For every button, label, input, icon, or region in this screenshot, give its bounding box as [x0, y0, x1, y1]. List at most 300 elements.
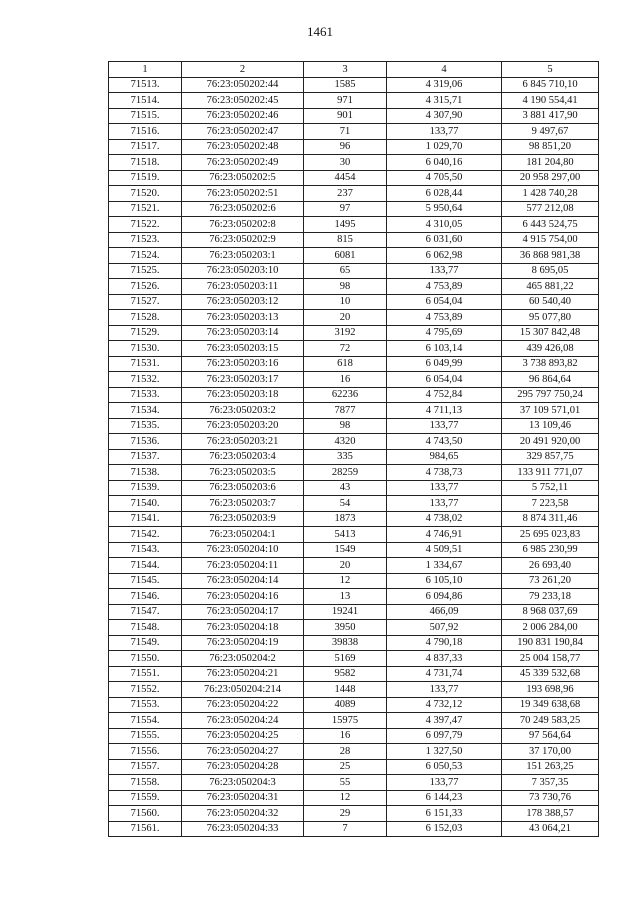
- table-row: [109, 279, 599, 295]
- table-cell: 237: [304, 186, 387, 202]
- table-cell: 5169: [304, 651, 387, 667]
- column-header: 3: [304, 62, 387, 78]
- table-cell: 71536.: [109, 434, 182, 450]
- table-cell: 20: [304, 310, 387, 326]
- table-cell: 4 746,91: [387, 527, 502, 543]
- table-cell: 36 868 981,38: [502, 248, 599, 264]
- table-cell: 43: [304, 480, 387, 496]
- table-cell: 71546.: [109, 589, 182, 605]
- table-cell: 71515.: [109, 108, 182, 124]
- table-cell: 71513.: [109, 77, 182, 93]
- table-cell: 9 497,67: [502, 124, 599, 140]
- table-cell: 71523.: [109, 232, 182, 248]
- table-row: [109, 542, 599, 558]
- table-cell: 4 509,51: [387, 542, 502, 558]
- header-row: [109, 62, 599, 78]
- table-cell: 133 911 771,07: [502, 465, 599, 481]
- table-row: [109, 434, 599, 450]
- table-cell: 5 752,11: [502, 480, 599, 496]
- table-row: [109, 682, 599, 698]
- table-cell: 71529.: [109, 325, 182, 341]
- table-cell: 6 105,10: [387, 573, 502, 589]
- table-cell: 71: [304, 124, 387, 140]
- page-number: 1461: [307, 24, 333, 39]
- table-cell: 133,77: [387, 263, 502, 279]
- table-cell: 9582: [304, 666, 387, 682]
- table-cell: 19241: [304, 604, 387, 620]
- table-cell: 98: [304, 418, 387, 434]
- table-cell: 76:23:050203:5: [182, 465, 304, 481]
- table-row: [109, 124, 599, 140]
- table-cell: 71542.: [109, 527, 182, 543]
- table-cell: 4 711,13: [387, 403, 502, 419]
- table-cell: 73 261,20: [502, 573, 599, 589]
- table-cell: 3950: [304, 620, 387, 636]
- table-cell: 71538.: [109, 465, 182, 481]
- table-cell: 71554.: [109, 713, 182, 729]
- table-cell: 76:23:050203:16: [182, 356, 304, 372]
- table-cell: 71547.: [109, 604, 182, 620]
- table-cell: 76:23:050202:48: [182, 139, 304, 155]
- table-row: [109, 496, 599, 512]
- table-row: [109, 418, 599, 434]
- table-cell: 4 310,05: [387, 217, 502, 233]
- table-cell: 7 223,58: [502, 496, 599, 512]
- table-cell: 71516.: [109, 124, 182, 140]
- table-cell: 76:23:050203:21: [182, 434, 304, 450]
- table-cell: 6 144,23: [387, 790, 502, 806]
- table-row: [109, 108, 599, 124]
- table-cell: 76:23:050202:5: [182, 170, 304, 186]
- table-cell: 133,77: [387, 480, 502, 496]
- table-cell: 6 097,79: [387, 728, 502, 744]
- table-cell: 76:23:050202:47: [182, 124, 304, 140]
- table-cell: 71553.: [109, 697, 182, 713]
- table-cell: 71535.: [109, 418, 182, 434]
- table-cell: 133,77: [387, 124, 502, 140]
- table-cell: 6 054,04: [387, 294, 502, 310]
- table-cell: 4 738,02: [387, 511, 502, 527]
- table-cell: 6 049,99: [387, 356, 502, 372]
- table-cell: 13: [304, 589, 387, 605]
- table-cell: 76:23:050202:45: [182, 93, 304, 109]
- table-cell: 1873: [304, 511, 387, 527]
- table-cell: 6 985 230,99: [502, 542, 599, 558]
- table-cell: 62236: [304, 387, 387, 403]
- table-cell: 71539.: [109, 480, 182, 496]
- table-cell: 76:23:050202:44: [182, 77, 304, 93]
- table-cell: 25: [304, 759, 387, 775]
- table-row: [109, 294, 599, 310]
- table-cell: 4 753,89: [387, 310, 502, 326]
- table-row: [109, 356, 599, 372]
- table-cell: 178 388,57: [502, 806, 599, 822]
- table-cell: 1 428 740,28: [502, 186, 599, 202]
- table-cell: 71533.: [109, 387, 182, 403]
- table-cell: 71549.: [109, 635, 182, 651]
- table-cell: 618: [304, 356, 387, 372]
- table-row: [109, 821, 599, 837]
- table-cell: 97: [304, 201, 387, 217]
- table-cell: 466,09: [387, 604, 502, 620]
- table-cell: 4 795,69: [387, 325, 502, 341]
- table-cell: 4320: [304, 434, 387, 450]
- table-cell: 4 743,50: [387, 434, 502, 450]
- table-cell: 71559.: [109, 790, 182, 806]
- table-cell: 4 307,90: [387, 108, 502, 124]
- table-cell: 76:23:050204:31: [182, 790, 304, 806]
- table-row: [109, 573, 599, 589]
- table-row: [109, 713, 599, 729]
- table-cell: 30: [304, 155, 387, 171]
- table-cell: 16: [304, 372, 387, 388]
- table-cell: 76:23:050203:13: [182, 310, 304, 326]
- table-cell: 2 006 284,00: [502, 620, 599, 636]
- table-cell: 971: [304, 93, 387, 109]
- table-cell: 45 339 532,68: [502, 666, 599, 682]
- table-cell: 71519.: [109, 170, 182, 186]
- table-cell: 1 327,50: [387, 744, 502, 760]
- table-cell: 181 204,80: [502, 155, 599, 171]
- table-cell: 6 845 710,10: [502, 77, 599, 93]
- table-cell: 190 831 190,84: [502, 635, 599, 651]
- table-cell: 73 730,76: [502, 790, 599, 806]
- table-cell: 65: [304, 263, 387, 279]
- table-cell: 98: [304, 279, 387, 295]
- table-row: [109, 806, 599, 822]
- table-row: [109, 77, 599, 93]
- table-cell: 76:23:050203:18: [182, 387, 304, 403]
- table-row: [109, 201, 599, 217]
- table-cell: 3 738 893,82: [502, 356, 599, 372]
- table-cell: 26 693,40: [502, 558, 599, 574]
- table-cell: 25 695 023,83: [502, 527, 599, 543]
- table-cell: 76:23:050203:2: [182, 403, 304, 419]
- table-cell: 25 004 158,77: [502, 651, 599, 667]
- table-row: [109, 372, 599, 388]
- table-cell: 71541.: [109, 511, 182, 527]
- table-cell: 76:23:050204:18: [182, 620, 304, 636]
- table-cell: 465 881,22: [502, 279, 599, 295]
- table-cell: 295 797 750,24: [502, 387, 599, 403]
- table-cell: 507,92: [387, 620, 502, 636]
- table-cell: 79 233,18: [502, 589, 599, 605]
- table-cell: 71537.: [109, 449, 182, 465]
- table-cell: 7: [304, 821, 387, 837]
- table-row: [109, 449, 599, 465]
- table-cell: 54: [304, 496, 387, 512]
- table-row: [109, 139, 599, 155]
- column-header: 1: [109, 62, 182, 78]
- table-cell: 76:23:050202:8: [182, 217, 304, 233]
- table-cell: 15975: [304, 713, 387, 729]
- table-cell: 71552.: [109, 682, 182, 698]
- table-cell: 8 874 311,46: [502, 511, 599, 527]
- table-cell: 70 249 583,25: [502, 713, 599, 729]
- table-cell: 815: [304, 232, 387, 248]
- table-cell: 4 190 554,41: [502, 93, 599, 109]
- table-cell: 6 103,14: [387, 341, 502, 357]
- table-cell: 76:23:050203:4: [182, 449, 304, 465]
- table-cell: 6 031,60: [387, 232, 502, 248]
- table-cell: 133,77: [387, 496, 502, 512]
- table-cell: 96: [304, 139, 387, 155]
- table-cell: 55: [304, 775, 387, 791]
- table-cell: 7877: [304, 403, 387, 419]
- table-cell: 76:23:050202:6: [182, 201, 304, 217]
- table-row: [109, 155, 599, 171]
- table-cell: 71558.: [109, 775, 182, 791]
- table-cell: 76:23:050203:12: [182, 294, 304, 310]
- table-cell: 97 564,64: [502, 728, 599, 744]
- table-cell: 76:23:050204:21: [182, 666, 304, 682]
- table-cell: 8 695,05: [502, 263, 599, 279]
- table-row: [109, 93, 599, 109]
- table-cell: 6 094,86: [387, 589, 502, 605]
- table-cell: 71534.: [109, 403, 182, 419]
- table-cell: 71530.: [109, 341, 182, 357]
- table-cell: 4454: [304, 170, 387, 186]
- table-cell: 335: [304, 449, 387, 465]
- table-cell: 76:23:050204:17: [182, 604, 304, 620]
- table-cell: 76:23:050204:32: [182, 806, 304, 822]
- table-cell: 76:23:050204:11: [182, 558, 304, 574]
- table-row: [109, 248, 599, 264]
- table-cell: 133,77: [387, 418, 502, 434]
- table-cell: 76:23:050204:3: [182, 775, 304, 791]
- table-cell: 12: [304, 573, 387, 589]
- table-cell: 71520.: [109, 186, 182, 202]
- table-cell: 4 319,06: [387, 77, 502, 93]
- table-cell: 71543.: [109, 542, 182, 558]
- table-cell: 20 491 920,00: [502, 434, 599, 450]
- table-cell: 71517.: [109, 139, 182, 155]
- table-cell: 29: [304, 806, 387, 822]
- table-cell: 329 857,75: [502, 449, 599, 465]
- table-cell: 1 029,70: [387, 139, 502, 155]
- table-cell: 71532.: [109, 372, 182, 388]
- table-cell: 901: [304, 108, 387, 124]
- table-row: [109, 759, 599, 775]
- table-cell: 71518.: [109, 155, 182, 171]
- table-row: [109, 511, 599, 527]
- table-cell: 15 307 842,48: [502, 325, 599, 341]
- table-row: [109, 589, 599, 605]
- table-cell: 71524.: [109, 248, 182, 264]
- table-cell: 71525.: [109, 263, 182, 279]
- table-cell: 76:23:050202:49: [182, 155, 304, 171]
- table-cell: 72: [304, 341, 387, 357]
- table-cell: 43 064,21: [502, 821, 599, 837]
- table-cell: 37 109 571,01: [502, 403, 599, 419]
- table-cell: 4 753,89: [387, 279, 502, 295]
- table-cell: 6 050,53: [387, 759, 502, 775]
- table-row: [109, 620, 599, 636]
- table-row: [109, 775, 599, 791]
- table-cell: 71556.: [109, 744, 182, 760]
- table-cell: 71550.: [109, 651, 182, 667]
- table-row: [109, 465, 599, 481]
- table-cell: 193 698,96: [502, 682, 599, 698]
- table-cell: 76:23:050204:22: [182, 697, 304, 713]
- table-cell: 95 077,80: [502, 310, 599, 326]
- table-row: [109, 558, 599, 574]
- table-cell: 39838: [304, 635, 387, 651]
- table-cell: 71545.: [109, 573, 182, 589]
- table-cell: 76:23:050204:1: [182, 527, 304, 543]
- table-cell: 76:23:050204:19: [182, 635, 304, 651]
- table-cell: 76:23:050203:11: [182, 279, 304, 295]
- table-cell: 4089: [304, 697, 387, 713]
- table-cell: 76:23:050202:46: [182, 108, 304, 124]
- table-cell: 6 152,03: [387, 821, 502, 837]
- table-cell: 20: [304, 558, 387, 574]
- table-cell: 76:23:050203:10: [182, 263, 304, 279]
- table-cell: 4 315,71: [387, 93, 502, 109]
- table-cell: 76:23:050202:51: [182, 186, 304, 202]
- table-cell: 76:23:050203:17: [182, 372, 304, 388]
- table-cell: 76:23:050204:214: [182, 682, 304, 698]
- table-row: [109, 403, 599, 419]
- table-cell: 71548.: [109, 620, 182, 636]
- table-cell: 4 837,33: [387, 651, 502, 667]
- table-cell: 577 212,08: [502, 201, 599, 217]
- table-cell: 76:23:050203:6: [182, 480, 304, 496]
- table-row: [109, 728, 599, 744]
- table-cell: 6 028,44: [387, 186, 502, 202]
- table-cell: 1549: [304, 542, 387, 558]
- table-cell: 6 151,33: [387, 806, 502, 822]
- table-cell: 76:23:050203:14: [182, 325, 304, 341]
- table-cell: 71522.: [109, 217, 182, 233]
- table-row: [109, 170, 599, 186]
- table-cell: 76:23:050204:14: [182, 573, 304, 589]
- table-cell: 12: [304, 790, 387, 806]
- table-cell: 4 915 754,00: [502, 232, 599, 248]
- table-cell: 28: [304, 744, 387, 760]
- table-cell: 71551.: [109, 666, 182, 682]
- table-row: [109, 744, 599, 760]
- table-row: [109, 217, 599, 233]
- table-cell: 3192: [304, 325, 387, 341]
- table-cell: 76:23:050204:10: [182, 542, 304, 558]
- table-cell: 71540.: [109, 496, 182, 512]
- table-cell: 7 357,35: [502, 775, 599, 791]
- table-row: [109, 651, 599, 667]
- table-cell: 71514.: [109, 93, 182, 109]
- table-cell: 60 540,40: [502, 294, 599, 310]
- table-cell: 1495: [304, 217, 387, 233]
- table-cell: 8 968 037,69: [502, 604, 599, 620]
- table-row: [109, 635, 599, 651]
- table-cell: 76:23:050203:20: [182, 418, 304, 434]
- table-cell: 71528.: [109, 310, 182, 326]
- table-row: [109, 666, 599, 682]
- table-cell: 16: [304, 728, 387, 744]
- table-cell: 3 881 417,90: [502, 108, 599, 124]
- table-cell: 71555.: [109, 728, 182, 744]
- table-cell: 76:23:050204:28: [182, 759, 304, 775]
- table-cell: 76:23:050203:1: [182, 248, 304, 264]
- table-row: [109, 310, 599, 326]
- column-header: 2: [182, 62, 304, 78]
- table-cell: 19 349 638,68: [502, 697, 599, 713]
- column-header: 4: [387, 62, 502, 78]
- table-cell: 4 732,12: [387, 697, 502, 713]
- table-row: [109, 604, 599, 620]
- data-table: [108, 61, 599, 837]
- table-cell: 71544.: [109, 558, 182, 574]
- table-cell: 76:23:050204:25: [182, 728, 304, 744]
- table-row: [109, 480, 599, 496]
- table-cell: 4 397,47: [387, 713, 502, 729]
- table-cell: 6 040,16: [387, 155, 502, 171]
- table-row: [109, 790, 599, 806]
- table-row: [109, 325, 599, 341]
- table-cell: 4 738,73: [387, 465, 502, 481]
- table-cell: 76:23:050203:7: [182, 496, 304, 512]
- table-cell: 71521.: [109, 201, 182, 217]
- table-cell: 133,77: [387, 775, 502, 791]
- column-header: 5: [502, 62, 599, 78]
- table-row: [109, 387, 599, 403]
- table-cell: 5413: [304, 527, 387, 543]
- table-cell: 6 062,98: [387, 248, 502, 264]
- table-cell: 76:23:050204:16: [182, 589, 304, 605]
- table-cell: 76:23:050204:24: [182, 713, 304, 729]
- table-cell: 4 790,18: [387, 635, 502, 651]
- table-cell: 76:23:050203:15: [182, 341, 304, 357]
- table-cell: 37 170,00: [502, 744, 599, 760]
- table-cell: 4 731,74: [387, 666, 502, 682]
- table-cell: 1448: [304, 682, 387, 698]
- table-cell: 76:23:050204:33: [182, 821, 304, 837]
- table-cell: 133,77: [387, 682, 502, 698]
- table-cell: 76:23:050203:9: [182, 511, 304, 527]
- table-cell: 439 426,08: [502, 341, 599, 357]
- table-cell: 71560.: [109, 806, 182, 822]
- table-row: [109, 186, 599, 202]
- table-cell: 76:23:050204:2: [182, 651, 304, 667]
- table-cell: 96 864,64: [502, 372, 599, 388]
- table-row: [109, 263, 599, 279]
- table-cell: 4 705,50: [387, 170, 502, 186]
- table-cell: 984,65: [387, 449, 502, 465]
- table-cell: 6081: [304, 248, 387, 264]
- table-cell: 28259: [304, 465, 387, 481]
- table-cell: 1585: [304, 77, 387, 93]
- table-row: [109, 697, 599, 713]
- table-cell: 76:23:050202:9: [182, 232, 304, 248]
- table-cell: 13 109,46: [502, 418, 599, 434]
- table-cell: 1 334,67: [387, 558, 502, 574]
- table-cell: 6 443 524,75: [502, 217, 599, 233]
- table-cell: 71531.: [109, 356, 182, 372]
- table-row: [109, 527, 599, 543]
- table-cell: 71526.: [109, 279, 182, 295]
- table-cell: 5 950,64: [387, 201, 502, 217]
- table-cell: 4 752,84: [387, 387, 502, 403]
- table-body: [109, 77, 599, 837]
- table-row: [109, 341, 599, 357]
- table-row: [109, 232, 599, 248]
- table-cell: 71561.: [109, 821, 182, 837]
- table-cell: 151 263,25: [502, 759, 599, 775]
- table-cell: 20 958 297,00: [502, 170, 599, 186]
- table-cell: 10: [304, 294, 387, 310]
- table-cell: 6 054,04: [387, 372, 502, 388]
- table-cell: 71557.: [109, 759, 182, 775]
